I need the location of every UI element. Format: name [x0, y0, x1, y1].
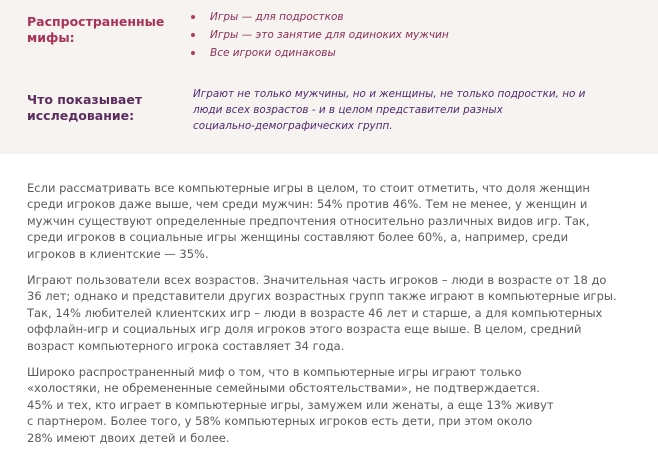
research-finding-text: Играют не только мужчины, но и женщины, не только подростки, но и люди всех возрастов - и в целом представители разных социально-демографических групп.	[193, 88, 586, 132]
myths-list	[190, 11, 449, 65]
paragraph-gender: Если рассматривать все компьютерные игры в целом, то стоит отметить, что доля женщин среди игроков даже выше, чем среди мужчин: 54% против 46%. Тем не менее, у женщин и мужчин существуют определенные предпочтения относительно различных видов игр. Так, среди игроков в социальные игры женщины составляют более 60%, а, например, среди игроков в клиентские — 35%.	[27, 181, 590, 261]
myth-item: Все игроки одинаковы	[190, 47, 449, 60]
research-label: Что показывает исследование:	[27, 92, 143, 123]
paragraph-family: Широко распространенный миф о том, что в компьютерные игры играют только «холостяки, не обремененные семейными обстоятельствами», не подтверждается. 45% и тех, кто играет в компьютерные игры, замужем или женаты, а еще 13% живут с партнером. Более того, у 58% компьютерных игроков есть дети, при этом около 28% имеют двоих детей и более.	[27, 365, 554, 445]
myth-item: Игры — это занятие для одиноких мужчин	[190, 29, 449, 42]
bullet-icon	[191, 15, 195, 19]
myths-callout-box	[0, 0, 658, 154]
bullet-icon	[191, 51, 195, 55]
myths-label: Распространенные мифы:	[27, 14, 165, 45]
bullet-icon	[191, 33, 195, 37]
myth-item: Игры — для подростков	[190, 11, 449, 24]
paragraph-age: Играют пользователи всех возрастов. Значительная часть игроков – люди в возрасте от 18 до 36 лет; однако и представители других возрастных групп также играют в компьютерные игры. Так, 14% любителей клиентских игр – люди в возрасте 46 лет и старше, а для компьютерных оффлайн-игр и социальных игр доля игроков этого возраста еще выше. В целом, средний возраст компьютерного игрока составляет 34 года.	[27, 273, 617, 353]
